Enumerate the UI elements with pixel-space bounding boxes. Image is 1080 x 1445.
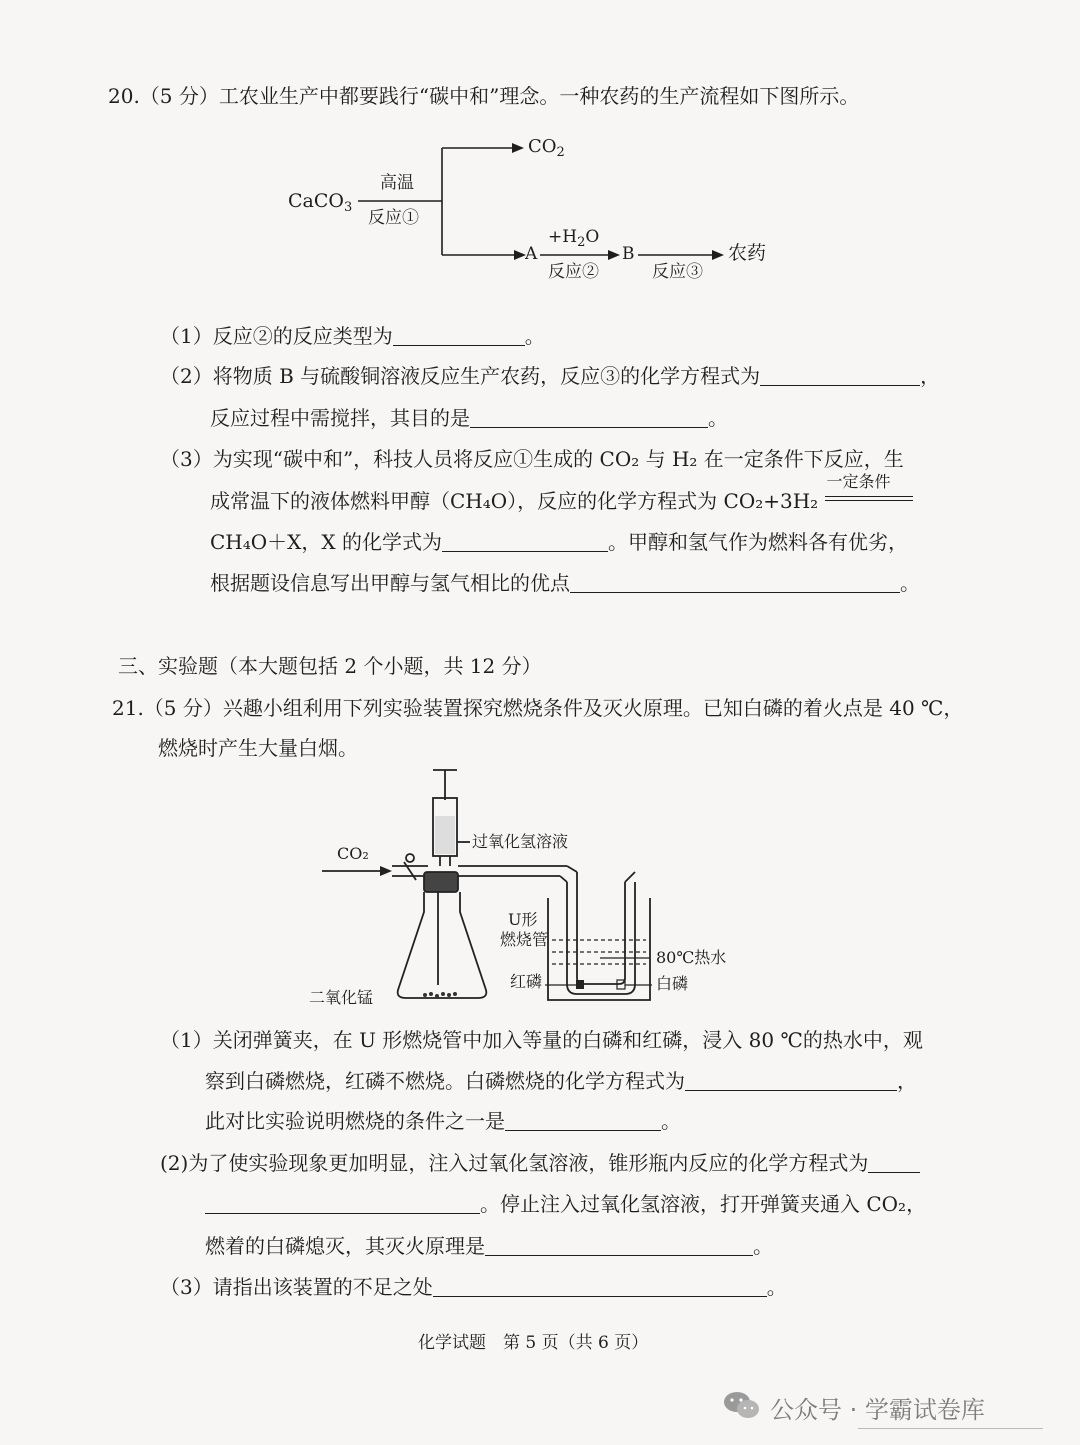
apparatus-u-tube-label2: 燃烧管 [500,930,549,949]
section-heading: 三、实验题（本大题包括 2 个小题，共 12 分） [118,654,542,678]
apparatus-h2o2-label: 过氧化氢溶液 [472,832,569,851]
q21-part2-line2: 。停止注入过氧化氢溶液，打开弹簧夹通入 CO₂， [205,1194,926,1214]
q21-stem-line2: 燃烧时产生大量白烟。 [158,736,358,760]
flow-h2o: $+H_2O$ [548,227,600,250]
q21-part2-line3: 燃着的白磷熄灭，其灭火原理是 。 [205,1234,773,1258]
q20-part3-line2: 成常温下的液体燃料甲醇（CH₄O），反应的化学方程式为 CO₂+3H₂ 一定条件 [210,490,913,511]
q21-part1-line1: （1）关闭弹簧夹，在 U 形燃烧管中加入等量的白磷和红磷，浸入 80 ℃的热水中，观 [160,1028,923,1052]
q20-part2-line2: 反应过程中需搅拌，其目的是 。 [210,406,728,430]
q21-part3: （3）请指出该装置的不足之处 。 [160,1275,787,1299]
apparatus-u-tube-label: U形 [508,910,538,929]
apparatus-white-p-label: 白磷 [656,974,689,993]
answer-blank[interactable] [868,1154,920,1173]
answer-blank[interactable] [205,1195,480,1214]
page-footer: 化学试题 第 5 页（共 6 页） [418,1333,649,1353]
apparatus-red-p-label: 红磷 [510,972,543,991]
q20-part3-line1: （3）为实现“碳中和”，科技人员将反应①生成的 CO₂ 与 H₂ 在一定条件下反应，生 [160,447,904,471]
flow-co2: $CO_2$ [528,136,565,160]
answer-blank[interactable] [685,1072,897,1091]
apparatus-hot-water-label: 80℃热水 [656,948,727,967]
apparatus-co2-label: CO₂ [337,844,369,863]
q21-part1-line2: 察到白磷燃烧，红磷不燃烧。白磷燃烧的化学方程式为 ， [205,1069,917,1093]
reaction-condition: 一定条件 [825,490,913,510]
flow-caco3: CaCO$_3$ [288,190,353,215]
apparatus-mno2-label: 二氧化锰 [309,988,374,1007]
flow-high-temp: 高温 [380,173,414,193]
flow-reaction2: 反应② [548,262,599,282]
q20-part3-line4: 根据题设信息写出甲醇与氢气相比的优点 。 [210,571,920,595]
flow-a: A [525,244,538,264]
watermark-underline [858,1428,1043,1429]
flow-reaction1: 反应① [368,208,419,228]
q21-stem-line1: 21.（5 分）兴趣小组利用下列实验装置探究燃烧条件及灭火原理。已知白磷的着火点是 40 ℃， [112,696,964,720]
q20-stem: 20.（5 分）工农业生产中都要践行“碳中和”理念。一种农药的生产流程如下图所示。 [108,84,860,108]
q21-part2-line1: (2)为了使实验现象更加明显，注入过氧化氢溶液，锥形瓶内反应的化学方程式为 [160,1153,920,1173]
answer-blank[interactable] [485,1237,753,1256]
q20-part1: （1）反应②的反应类型为 。 [160,324,545,348]
q20-part2-line1: （2）将物质 B 与硫酸铜溶液反应生产农药，反应③的化学方程式为 ， [160,364,941,388]
answer-blank[interactable] [505,1112,661,1131]
flow-pesticide: 农药 [728,242,767,264]
answer-blank[interactable] [433,1278,767,1297]
flow-b: B [622,244,635,264]
wechat-icon [722,1390,762,1420]
red-phosphorus [576,980,584,989]
q20-part3-line3: CH₄O＋X，X 的化学式为 。甲醇和氢气作为燃料各有优劣， [210,530,908,554]
flow-reaction3: 反应③ [652,262,703,282]
watermark: 公众号 · 学霸试卷库 [770,1396,985,1424]
q21-part1-line3: 此对比实验说明燃烧的条件之一是 。 [205,1109,681,1133]
